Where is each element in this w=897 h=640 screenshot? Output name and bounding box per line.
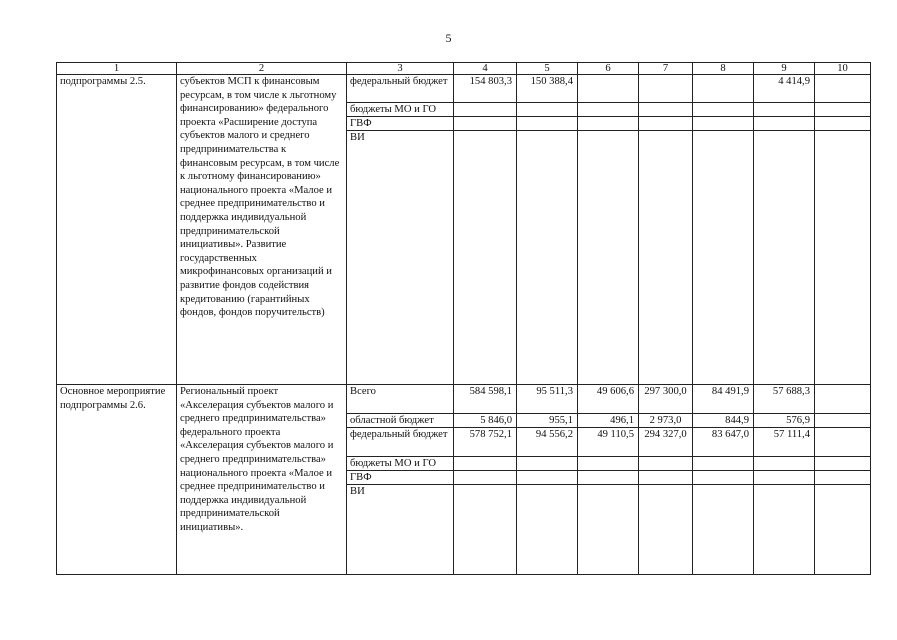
value-cell: 94 556,2 [517,428,578,457]
value-cell: 57 111,4 [754,428,815,457]
funding-source-cell: ГВФ [347,117,454,131]
value-cell: 578 752,1 [454,428,517,457]
value-cell: 150 388,4 [517,75,578,103]
measure-name-cell: подпрограммы 2.5. [57,75,177,385]
funding-source-cell: ВИ [347,485,454,575]
header-cell: 10 [815,63,871,75]
value-cell [815,103,871,117]
funding-source-cell: Всего [347,385,454,414]
value-cell [754,471,815,485]
header-cell: 3 [347,63,454,75]
value-cell [815,471,871,485]
value-cell: 49 110,5 [578,428,639,457]
budget-table [56,62,871,575]
value-cell [578,75,639,103]
value-cell [754,485,815,575]
value-cell: 83 647,0 [693,428,754,457]
value-cell [754,103,815,117]
value-cell [754,131,815,385]
funding-source-cell: федеральный бюджет [347,428,454,457]
header-cell: 5 [517,63,578,75]
value-cell [693,485,754,575]
value-cell [815,414,871,428]
value-cell [517,131,578,385]
value-cell [517,457,578,471]
header-cell: 6 [578,63,639,75]
value-cell [815,75,871,103]
header-cell: 8 [693,63,754,75]
header-cell: 1 [57,63,177,75]
value-cell: 4 414,9 [754,75,815,103]
value-cell: 154 803,3 [454,75,517,103]
value-cell [454,457,517,471]
value-cell [517,471,578,485]
page-number: 5 [445,31,452,45]
value-cell [815,428,871,457]
header-row [57,63,871,75]
value-cell [517,103,578,117]
value-cell: 294 327,0 [639,428,693,457]
value-cell [815,485,871,575]
funding-source-cell: бюджеты МО и ГО [347,457,454,471]
value-cell [578,131,639,385]
value-cell [815,457,871,471]
value-cell [639,131,693,385]
value-cell: 84 491,9 [693,385,754,414]
value-cell [693,117,754,131]
value-cell [815,385,871,414]
value-cell: 576,9 [754,414,815,428]
value-cell: 584 598,1 [454,385,517,414]
value-cell [639,471,693,485]
funding-source-cell: ВИ [347,131,454,385]
value-cell [815,131,871,385]
value-cell: 5 846,0 [454,414,517,428]
value-cell [578,103,639,117]
value-cell: 57 688,3 [754,385,815,414]
header-cell: 4 [454,63,517,75]
value-cell: 844,9 [693,414,754,428]
value-cell [578,457,639,471]
value-cell: 496,1 [578,414,639,428]
value-cell [639,485,693,575]
funding-source-cell: бюджеты МО и ГО [347,103,454,117]
value-cell [754,457,815,471]
value-cell [693,75,754,103]
header-cell: 9 [754,63,815,75]
value-cell [693,131,754,385]
value-cell [517,485,578,575]
funding-source-cell: областной бюджет [347,414,454,428]
header-cell: 2 [177,63,347,75]
value-cell [454,117,517,131]
value-cell: 49 606,6 [578,385,639,414]
table-row [57,385,871,414]
value-cell: 2 973,0 [639,414,693,428]
measure-description-cell: субъектов МСП к финансовым ресурсам, в том числе к льготному финансированию» федерального проекта «Расширение доступа субъектов малого и среднего предпринимательства к финансовым ресурсам, в том числе к льготному финансированию» национального проекта «Малое и среднее предпринимательство и поддержка индивидуальной предпринимательской инициативы». Развитие государственных микрофинансовых организаций и развитие фондов содействия кредитованию (гарантийных фондов, фондов поручительств) [177,75,347,385]
value-cell [815,117,871,131]
value-cell: 297 300,0 [639,385,693,414]
value-cell: 955,1 [517,414,578,428]
value-cell [578,117,639,131]
value-cell [639,457,693,471]
measure-description-cell: Региональный проект «Акселерация субъектов малого и среднего предпринимательства» федерального проекта «Акселерация субъектов малого и среднего предпринимательства» национального проекта «Малое и среднее предпринимательство и поддержка индивидуальной предпринимательской инициативы». [177,385,347,575]
header-cell: 7 [639,63,693,75]
value-cell [754,117,815,131]
value-cell [639,75,693,103]
value-cell [693,471,754,485]
value-cell [639,103,693,117]
funding-source-cell: федеральный бюджет [347,75,454,103]
value-cell [639,117,693,131]
table-row [57,75,871,103]
measure-name-cell: Основное мероприятие подпрограммы 2.6. [57,385,177,575]
value-cell [454,131,517,385]
value-cell [578,485,639,575]
value-cell [517,117,578,131]
funding-source-cell: ГВФ [347,471,454,485]
value-cell [454,485,517,575]
value-cell [454,471,517,485]
value-cell: 95 511,3 [517,385,578,414]
value-cell [454,103,517,117]
value-cell [578,471,639,485]
value-cell [693,457,754,471]
value-cell [693,103,754,117]
